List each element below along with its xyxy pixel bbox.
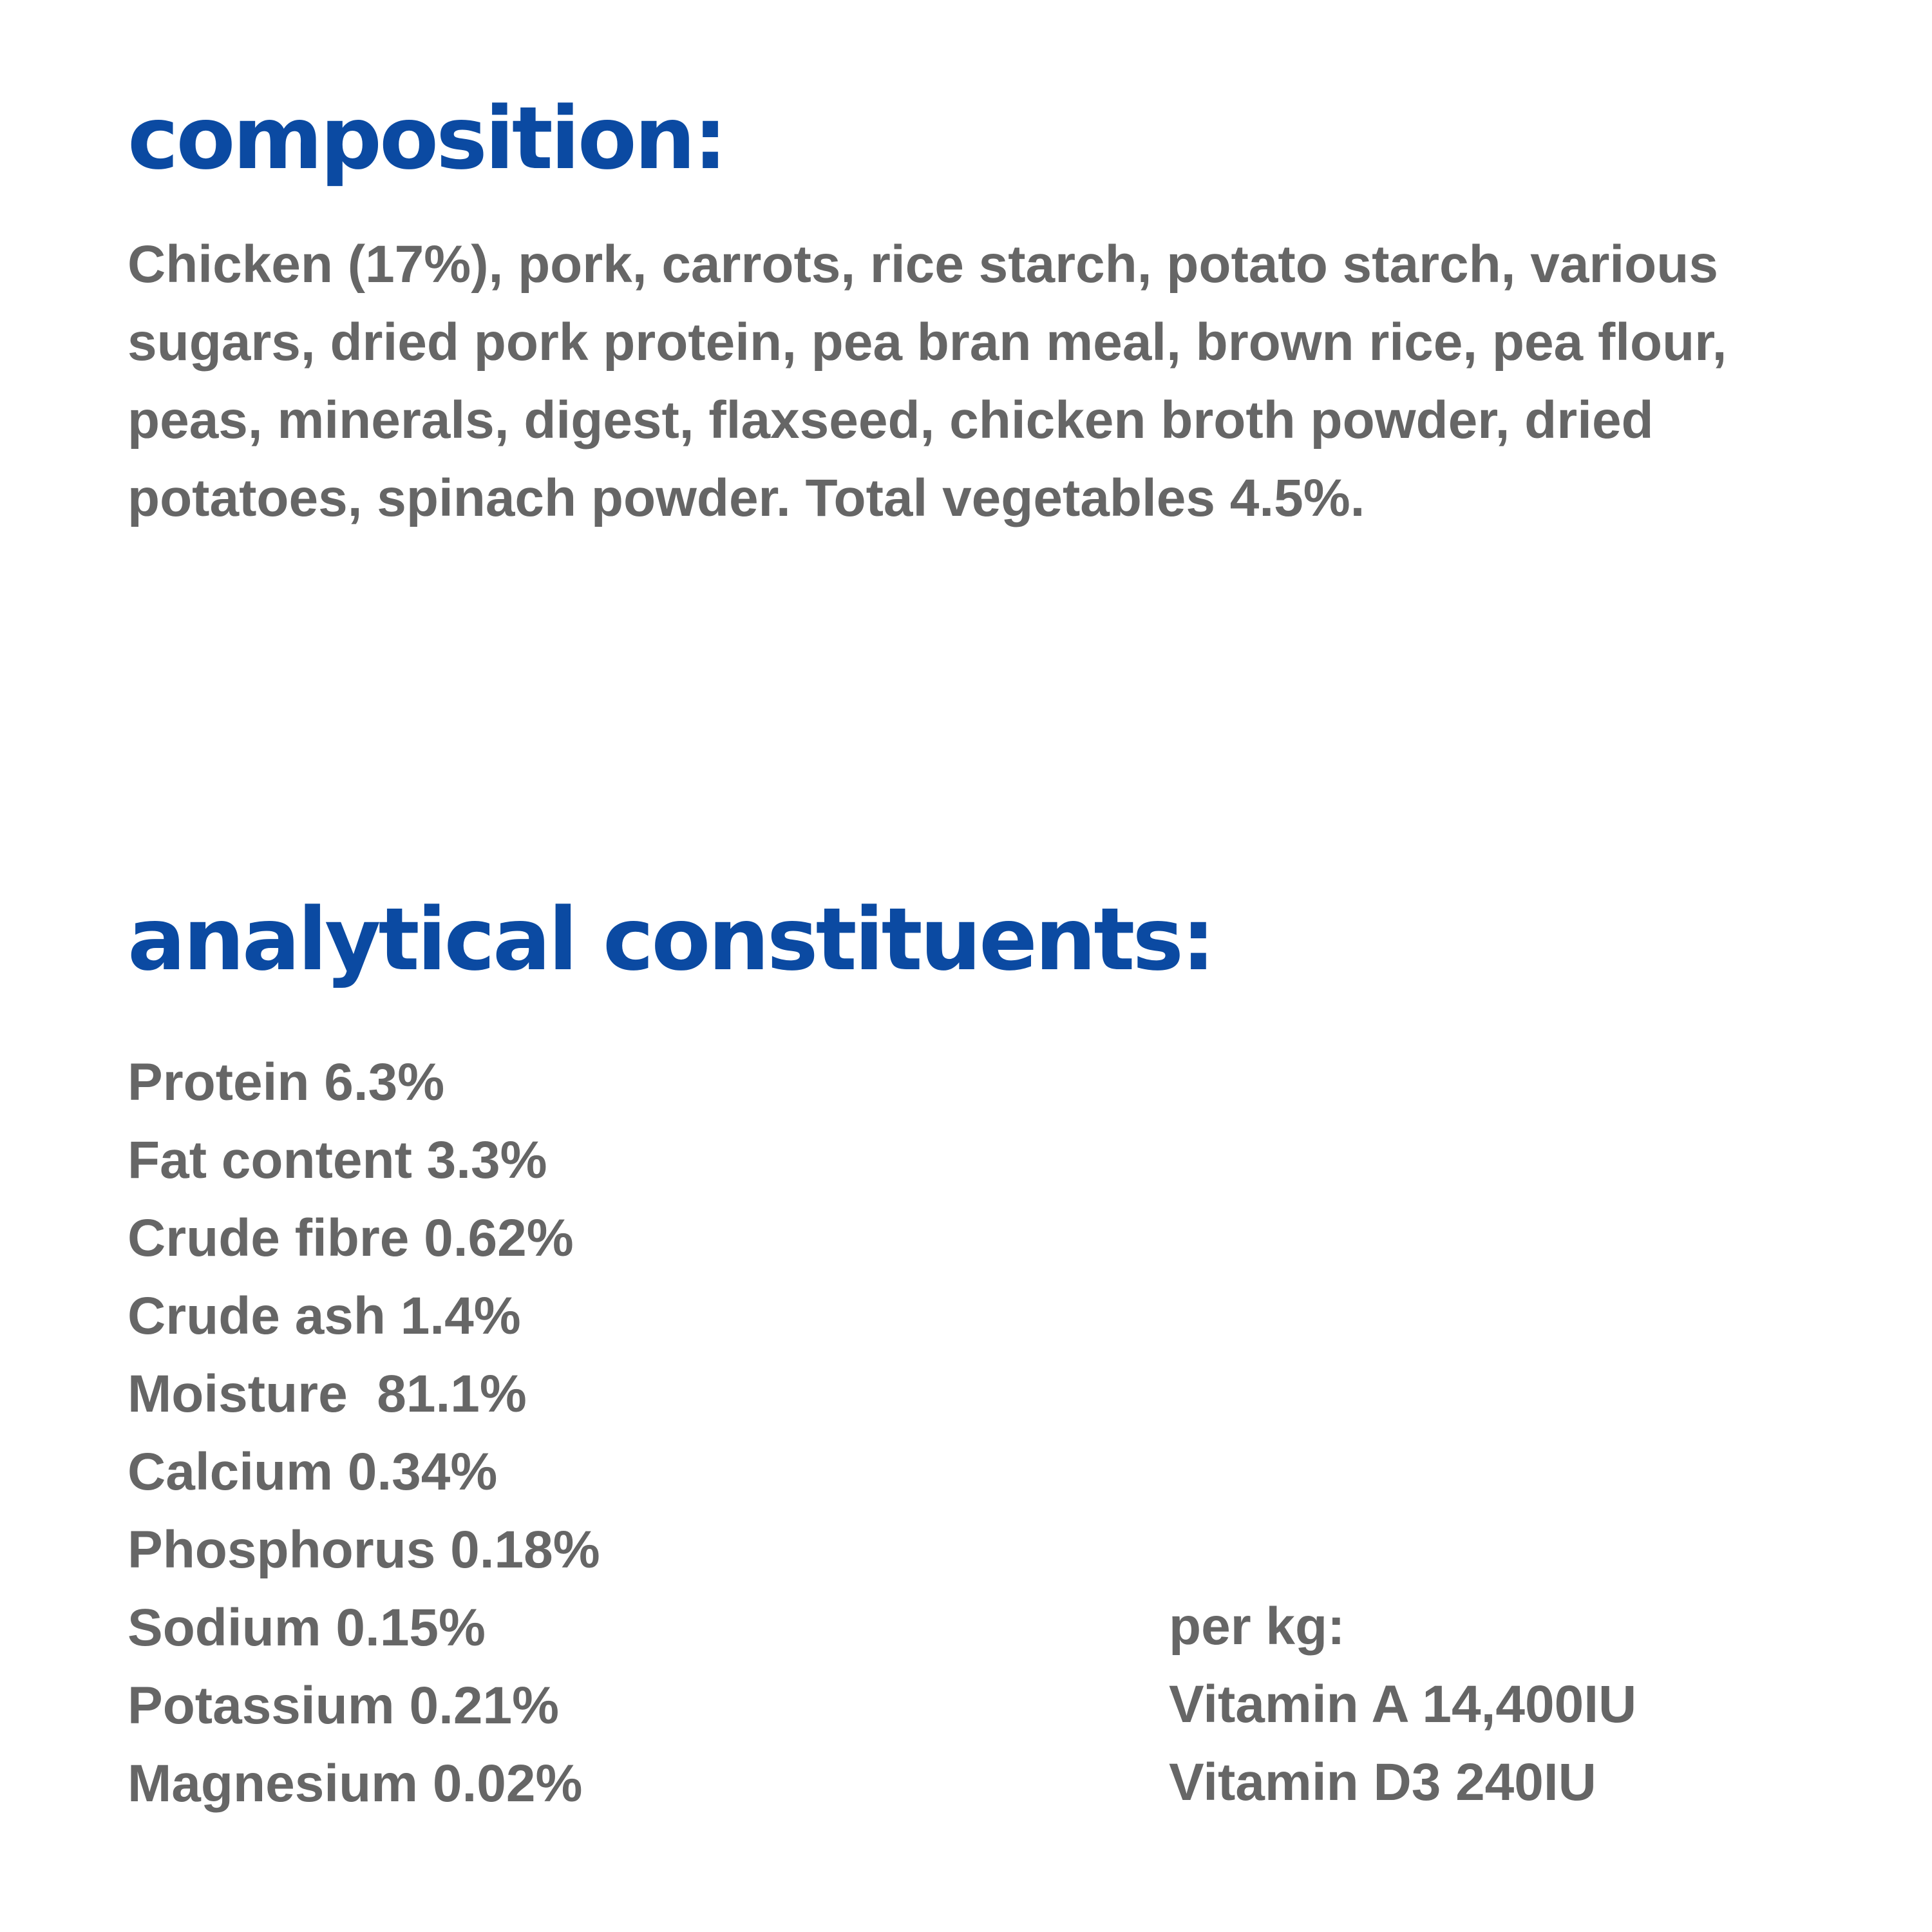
analytical-constituents-heading: analytical constituents: <box>128 889 1213 990</box>
constituent-crude-ash: Crude ash 1.4% <box>128 1287 521 1345</box>
per-kg-label: per kg: <box>1169 1597 1345 1656</box>
constituent-potassium: Potassium 0.21% <box>128 1676 559 1735</box>
constituent-calcium: Calcium 0.34% <box>128 1443 498 1501</box>
constituent-fat-content: Fat content 3.3% <box>128 1131 547 1189</box>
composition-heading: composition: <box>128 88 725 189</box>
vitamin-a: Vitamin A 14,400IU <box>1169 1675 1637 1734</box>
analytical-constituents-list <box>128 1043 600 1823</box>
per-kg-list <box>1169 1587 1636 1821</box>
composition-ingredients-text: Chicken (17%), pork, carrots, rice starch, potato starch, various sugars, dried pork protein, pea bran meal, brown rice, pea flour, peas, minerals, digest, flaxseed, chicken broth powder, dried potatoes, spinach powder. Total vegetables 4.5%. <box>128 235 1727 527</box>
vitamin-d3: Vitamin D3 240IU <box>1169 1753 1596 1812</box>
constituent-sodium: Sodium 0.15% <box>128 1598 486 1657</box>
constituent-crude-fibre: Crude fibre 0.62% <box>128 1209 574 1267</box>
constituent-phosphorus: Phosphorus 0.18% <box>128 1520 600 1579</box>
constituent-magnesium: Magnesium 0.02% <box>128 1754 583 1813</box>
constituent-protein: Protein 6.3% <box>128 1053 445 1112</box>
constituent-moisture: Moisture 81.1% <box>128 1365 527 1423</box>
